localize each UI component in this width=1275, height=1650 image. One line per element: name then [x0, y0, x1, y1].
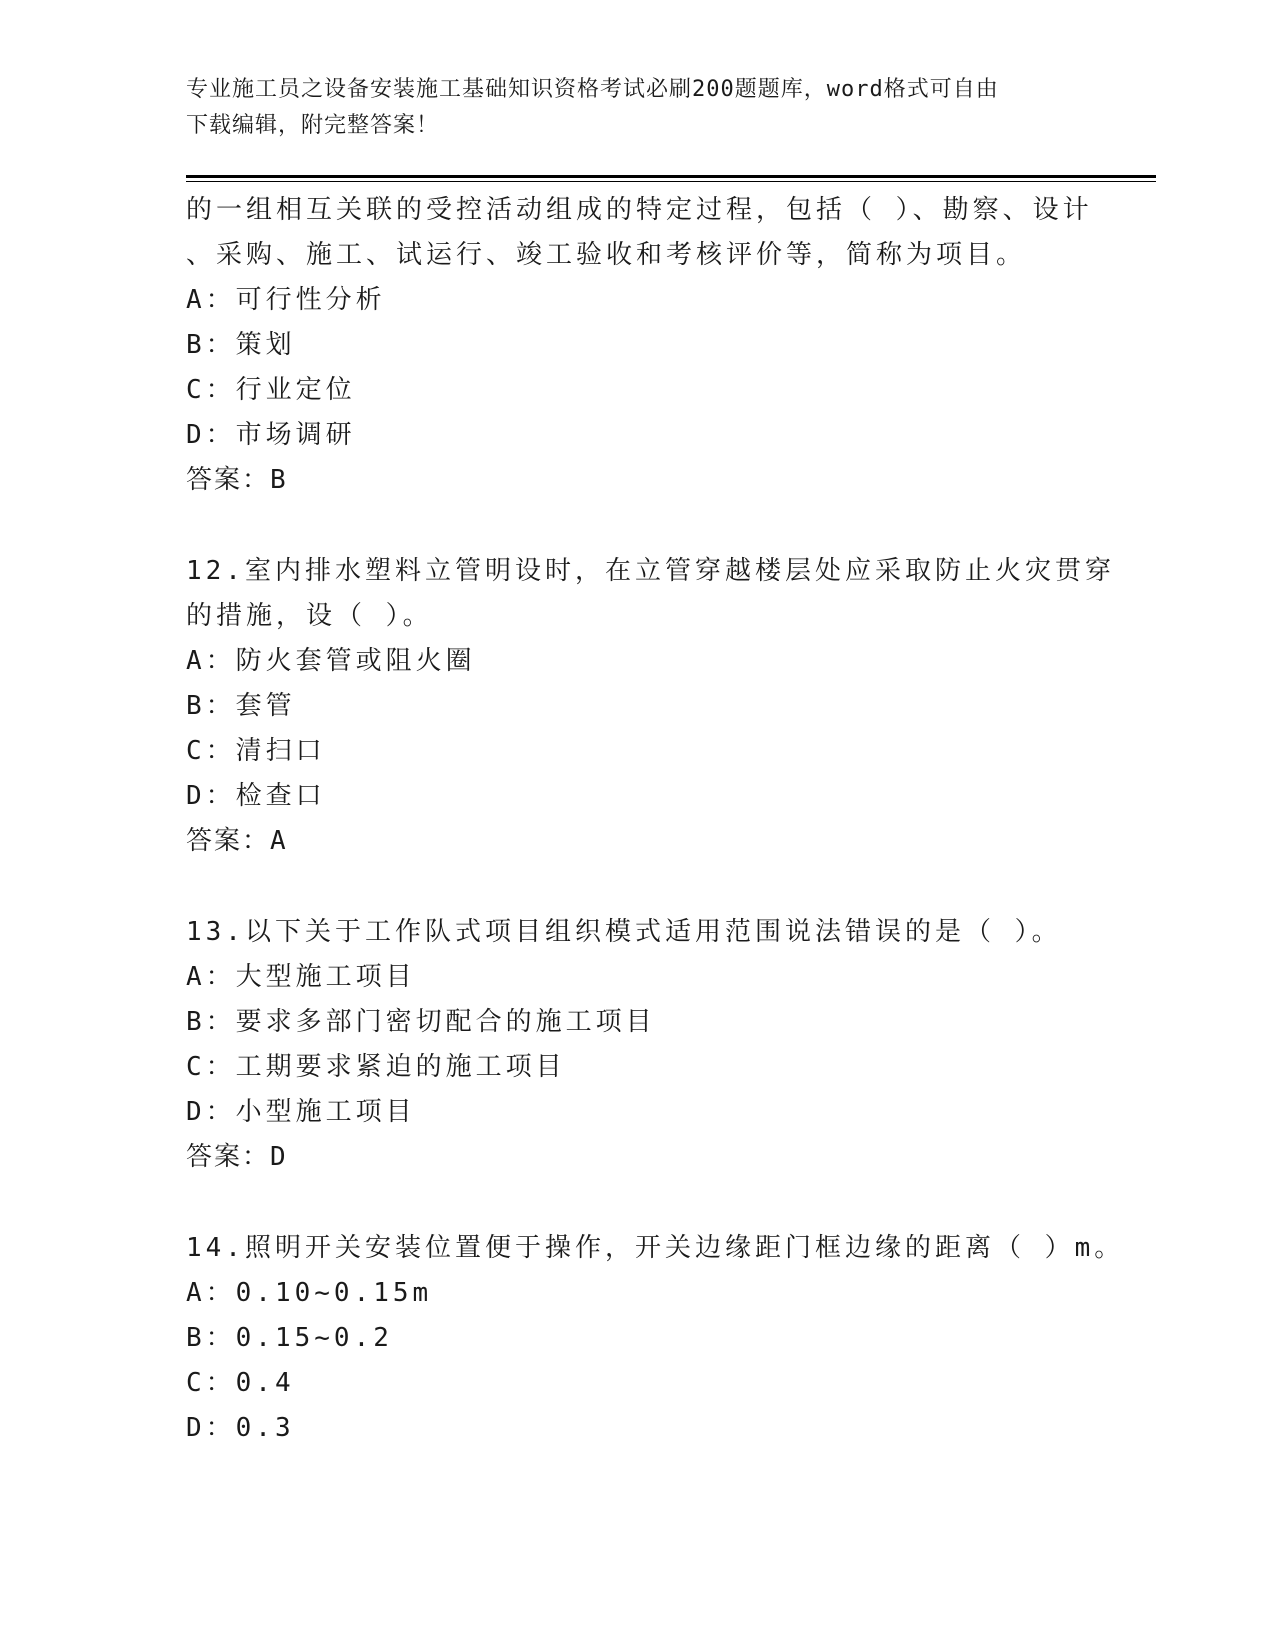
answer-line: 答案：B: [186, 465, 288, 495]
header-line-2: 下载编辑，附完整答案！: [186, 113, 440, 138]
option-a: A：0.10~0.15m: [186, 1278, 433, 1308]
option-c: C：0.4: [186, 1368, 295, 1398]
question-stem-line: 13.以下关于工作队式项目组织模式适用范围说法错误的是（ ）。: [186, 917, 1062, 947]
header-rule-thick: [186, 175, 1156, 178]
question-stem-line: 、采购、施工、试运行、竣工验收和考核评价等，简称为项目。: [186, 240, 1027, 270]
option-d: D：小型施工项目: [186, 1097, 416, 1127]
document-header: [186, 72, 1066, 144]
question-stem-line: 的一组相互关联的受控活动组成的特定过程，包括（ ）、勘察、设计: [186, 195, 1093, 225]
question-14: [186, 1226, 1125, 1451]
question-list: [186, 188, 1125, 1451]
question-12: [186, 549, 1115, 864]
option-d: D：0.3: [186, 1413, 295, 1443]
option-d: D：检查口: [186, 781, 326, 811]
option-c: C：清扫口: [186, 736, 326, 766]
header-line-1: 专业施工员之设备安装施工基础知识资格考试必刷200题题库，word格式可自由: [186, 77, 999, 102]
option-a: A：防火套管或阻火圈: [186, 646, 476, 676]
option-a: A：可行性分析: [186, 285, 386, 315]
question-stem-line: 的措施，设（ ）。: [186, 601, 433, 631]
spacer: [186, 503, 1086, 549]
spacer: [186, 1180, 1086, 1226]
option-d: D：市场调研: [186, 420, 356, 450]
option-b: B：0.15~0.2: [186, 1323, 393, 1353]
option-c: C：行业定位: [186, 375, 356, 405]
question-11: [186, 188, 1093, 503]
option-b: B：套管: [186, 691, 296, 721]
question-stem-line: 12.室内排水塑料立管明设时，在立管穿越楼层处应采取防止火灾贯穿: [186, 556, 1115, 586]
header-rule-thin: [186, 181, 1156, 182]
option-b: B：要求多部门密切配合的施工项目: [186, 1007, 656, 1037]
question-stem-line: 14.照明开关安装位置便于操作，开关边缘距门框边缘的距离（ ）m。: [186, 1233, 1125, 1263]
option-a: A：大型施工项目: [186, 962, 416, 992]
spacer: [186, 864, 1086, 910]
option-b: B：策划: [186, 330, 296, 360]
question-13: [186, 910, 1086, 1180]
answer-line: 答案：D: [186, 1142, 288, 1172]
option-c: C：工期要求紧迫的施工项目: [186, 1052, 566, 1082]
answer-line: 答案：A: [186, 826, 288, 856]
